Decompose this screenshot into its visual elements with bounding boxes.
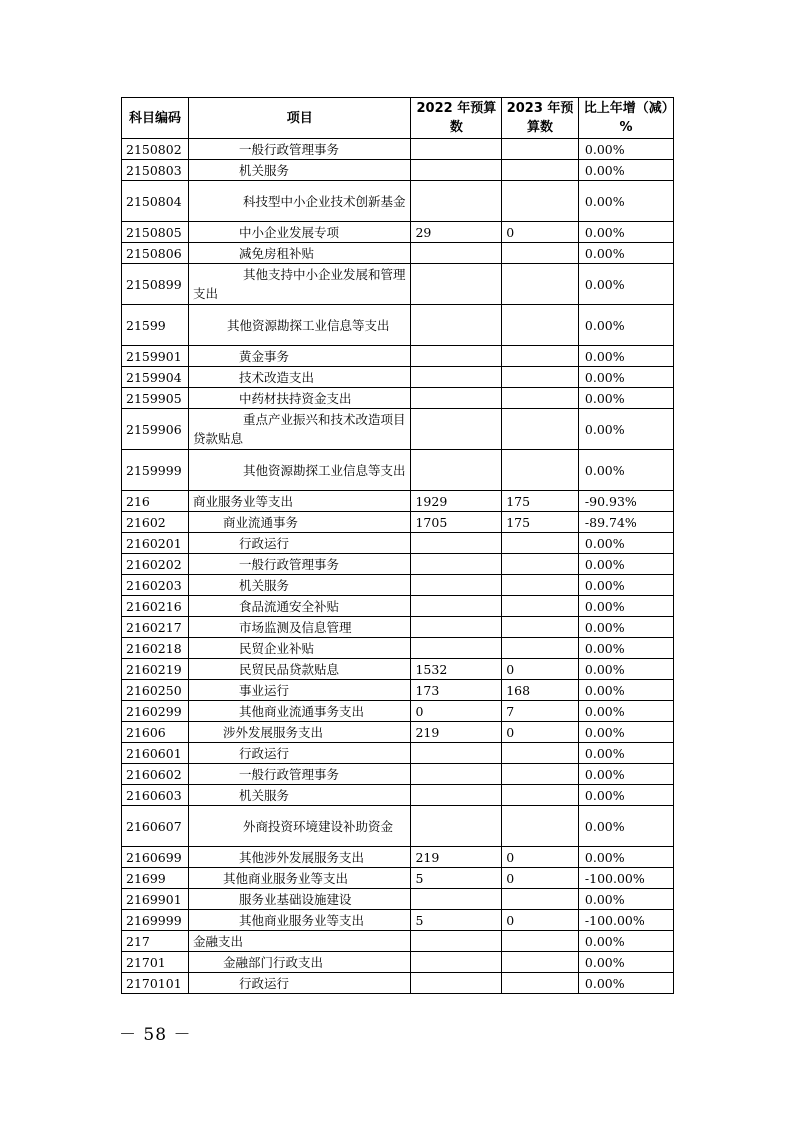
header-budget-2022: 2022 年预算数	[411, 98, 502, 139]
row-code: 2160603	[122, 785, 189, 806]
header-name: 项目	[188, 98, 411, 139]
row-budget-2022: 173	[411, 680, 502, 701]
row-change: 0.00%	[578, 367, 673, 388]
row-change: 0.00%	[578, 659, 673, 680]
table-row	[122, 868, 674, 889]
row-name: 其他涉外发展服务支出	[188, 847, 411, 868]
row-budget-2022	[411, 596, 502, 617]
row-budget-2023	[502, 139, 579, 160]
row-code: 2160299	[122, 701, 189, 722]
row-name: 行政运行	[188, 973, 411, 994]
row-change: -89.74%	[578, 512, 673, 533]
row-budget-2023	[502, 638, 579, 659]
row-name: 行政运行	[188, 533, 411, 554]
table-row	[122, 785, 674, 806]
row-name: 事业运行	[188, 680, 411, 701]
row-change: 0.00%	[578, 160, 673, 181]
row-change: 0.00%	[578, 743, 673, 764]
row-budget-2022: 5	[411, 910, 502, 931]
row-code: 2160607	[122, 806, 189, 847]
row-change: 0.00%	[578, 701, 673, 722]
row-budget-2023	[502, 764, 579, 785]
row-budget-2022: 0	[411, 701, 502, 722]
row-budget-2022	[411, 139, 502, 160]
row-code: 2169901	[122, 889, 189, 910]
table-row	[122, 931, 674, 952]
row-change: 0.00%	[578, 785, 673, 806]
row-budget-2023: 0	[502, 222, 579, 243]
row-change: 0.00%	[578, 305, 673, 346]
row-code: 2160203	[122, 575, 189, 596]
row-code: 2160216	[122, 596, 189, 617]
table-row	[122, 701, 674, 722]
row-name: 中药材扶持资金支出	[188, 388, 411, 409]
row-change: 0.00%	[578, 806, 673, 847]
row-budget-2023	[502, 388, 579, 409]
row-name: 食品流通安全补贴	[188, 596, 411, 617]
row-code: 2150806	[122, 243, 189, 264]
row-budget-2023	[502, 931, 579, 952]
table-row	[122, 806, 674, 847]
table-row	[122, 680, 674, 701]
row-budget-2023	[502, 305, 579, 346]
table-row	[122, 409, 674, 450]
row-change: 0.00%	[578, 617, 673, 638]
row-budget-2023	[502, 743, 579, 764]
row-budget-2023	[502, 160, 579, 181]
row-name: 其他商业服务业等支出	[188, 868, 411, 889]
row-budget-2022: 219	[411, 847, 502, 868]
row-code: 2150804	[122, 181, 189, 222]
row-budget-2022	[411, 575, 502, 596]
row-budget-2022: 1705	[411, 512, 502, 533]
row-code: 2160250	[122, 680, 189, 701]
row-change: 0.00%	[578, 181, 673, 222]
row-budget-2022: 5	[411, 868, 502, 889]
row-budget-2022	[411, 367, 502, 388]
row-budget-2022	[411, 533, 502, 554]
row-budget-2022	[411, 305, 502, 346]
row-budget-2023	[502, 596, 579, 617]
header-change: 比上年增（减）%	[578, 98, 673, 139]
row-name: 机关服务	[188, 160, 411, 181]
table-row	[122, 160, 674, 181]
row-change: 0.00%	[578, 847, 673, 868]
row-budget-2023: 7	[502, 701, 579, 722]
row-name: 其他商业流通事务支出	[188, 701, 411, 722]
row-name: 商业服务业等支出	[188, 491, 411, 512]
table-row	[122, 491, 674, 512]
table-row	[122, 910, 674, 931]
row-code: 2160217	[122, 617, 189, 638]
row-change: 0.00%	[578, 973, 673, 994]
row-budget-2023: 0	[502, 659, 579, 680]
row-budget-2023: 168	[502, 680, 579, 701]
table-row	[122, 346, 674, 367]
table-row	[122, 222, 674, 243]
row-budget-2023: 0	[502, 868, 579, 889]
row-budget-2022	[411, 931, 502, 952]
row-budget-2022	[411, 743, 502, 764]
row-budget-2022	[411, 952, 502, 973]
row-budget-2023	[502, 889, 579, 910]
row-budget-2023	[502, 952, 579, 973]
row-change: 0.00%	[578, 764, 673, 785]
row-name: 行政运行	[188, 743, 411, 764]
row-change: 0.00%	[578, 575, 673, 596]
row-name: 涉外发展服务支出	[188, 722, 411, 743]
row-budget-2022	[411, 764, 502, 785]
table-row	[122, 450, 674, 491]
row-name: 机关服务	[188, 785, 411, 806]
row-budget-2022	[411, 346, 502, 367]
row-code: 21606	[122, 722, 189, 743]
row-budget-2022	[411, 388, 502, 409]
row-change: 0.00%	[578, 722, 673, 743]
row-name: 一般行政管理事务	[188, 554, 411, 575]
row-budget-2023	[502, 450, 579, 491]
row-budget-2023	[502, 243, 579, 264]
row-code: 2150802	[122, 139, 189, 160]
row-code: 217	[122, 931, 189, 952]
row-budget-2022: 29	[411, 222, 502, 243]
row-budget-2022	[411, 181, 502, 222]
header-budget-2023: 2023 年预算数	[502, 98, 579, 139]
row-name: 民贸企业补贴	[188, 638, 411, 659]
table-row	[122, 533, 674, 554]
row-code: 2160219	[122, 659, 189, 680]
row-change: 0.00%	[578, 931, 673, 952]
row-code: 2160601	[122, 743, 189, 764]
row-budget-2023	[502, 264, 579, 305]
page-number: － 58 －	[119, 1025, 192, 1045]
row-change: 0.00%	[578, 409, 673, 450]
row-name: 其他商业服务业等支出	[188, 910, 411, 931]
row-code: 2150803	[122, 160, 189, 181]
row-change: -100.00%	[578, 910, 673, 931]
row-code: 2160602	[122, 764, 189, 785]
table-row	[122, 764, 674, 785]
row-budget-2022	[411, 409, 502, 450]
table-header-row	[122, 98, 674, 139]
table-row	[122, 743, 674, 764]
row-budget-2022	[411, 806, 502, 847]
row-budget-2022	[411, 785, 502, 806]
row-code: 21602	[122, 512, 189, 533]
table-row	[122, 952, 674, 973]
table-row	[122, 367, 674, 388]
table-row	[122, 659, 674, 680]
row-code: 2159999	[122, 450, 189, 491]
row-budget-2022	[411, 889, 502, 910]
table-row	[122, 575, 674, 596]
row-code: 2159906	[122, 409, 189, 450]
table-row	[122, 973, 674, 994]
row-change: -90.93%	[578, 491, 673, 512]
row-code: 2170101	[122, 973, 189, 994]
row-name: 科技型中小企业技术创新基金	[188, 181, 411, 222]
row-change: 0.00%	[578, 638, 673, 659]
row-change: 0.00%	[578, 243, 673, 264]
row-name: 中小企业发展专项	[188, 222, 411, 243]
table-row	[122, 264, 674, 305]
row-budget-2022: 1532	[411, 659, 502, 680]
table-row	[122, 638, 674, 659]
row-code: 2160201	[122, 533, 189, 554]
row-change: 0.00%	[578, 346, 673, 367]
row-change: 0.00%	[578, 222, 673, 243]
row-budget-2023	[502, 806, 579, 847]
row-change: 0.00%	[578, 952, 673, 973]
row-code: 2160218	[122, 638, 189, 659]
row-code: 2160202	[122, 554, 189, 575]
row-name: 减免房租补贴	[188, 243, 411, 264]
row-code: 2159905	[122, 388, 189, 409]
row-budget-2022	[411, 973, 502, 994]
row-budget-2023: 0	[502, 847, 579, 868]
row-change: 0.00%	[578, 450, 673, 491]
row-change: 0.00%	[578, 889, 673, 910]
row-change: 0.00%	[578, 680, 673, 701]
row-name: 市场监测及信息管理	[188, 617, 411, 638]
row-name: 服务业基础设施建设	[188, 889, 411, 910]
row-budget-2022	[411, 450, 502, 491]
row-budget-2023	[502, 181, 579, 222]
row-name: 商业流通事务	[188, 512, 411, 533]
table-row	[122, 512, 674, 533]
row-change: 0.00%	[578, 533, 673, 554]
row-budget-2022: 1929	[411, 491, 502, 512]
row-name: 一般行政管理事务	[188, 764, 411, 785]
row-name: 技术改造支出	[188, 367, 411, 388]
table-row	[122, 243, 674, 264]
row-budget-2023: 0	[502, 722, 579, 743]
row-budget-2023	[502, 346, 579, 367]
row-name: 外商投资环境建设补助资金	[188, 806, 411, 847]
table-row	[122, 847, 674, 868]
row-budget-2023	[502, 973, 579, 994]
row-budget-2023: 175	[502, 512, 579, 533]
table-row	[122, 181, 674, 222]
row-name: 其他资源勘探工业信息等支出	[188, 450, 411, 491]
row-code: 21599	[122, 305, 189, 346]
row-name: 机关服务	[188, 575, 411, 596]
row-name: 金融部门行政支出	[188, 952, 411, 973]
row-change: 0.00%	[578, 596, 673, 617]
row-change: 0.00%	[578, 554, 673, 575]
row-code: 2169999	[122, 910, 189, 931]
row-budget-2023	[502, 533, 579, 554]
row-name: 其他资源勘探工业信息等支出	[188, 305, 411, 346]
row-budget-2023	[502, 785, 579, 806]
row-budget-2023	[502, 367, 579, 388]
row-budget-2022	[411, 243, 502, 264]
row-budget-2022	[411, 160, 502, 181]
row-code: 2150805	[122, 222, 189, 243]
row-change: 0.00%	[578, 139, 673, 160]
header-code: 科目编码	[122, 98, 189, 139]
row-name: 金融支出	[188, 931, 411, 952]
row-code: 21699	[122, 868, 189, 889]
row-code: 2150899	[122, 264, 189, 305]
table-row	[122, 722, 674, 743]
row-budget-2023	[502, 617, 579, 638]
row-code: 2160699	[122, 847, 189, 868]
table-row	[122, 554, 674, 575]
table-row	[122, 596, 674, 617]
table-row	[122, 139, 674, 160]
row-budget-2022	[411, 264, 502, 305]
row-change: 0.00%	[578, 388, 673, 409]
budget-table	[121, 97, 674, 994]
row-name: 黄金事务	[188, 346, 411, 367]
row-budget-2023	[502, 409, 579, 450]
row-budget-2022: 219	[411, 722, 502, 743]
row-code: 2159901	[122, 346, 189, 367]
row-code: 21701	[122, 952, 189, 973]
row-name: 重点产业振兴和技术改造项目贷款贴息	[188, 409, 411, 450]
row-change: 0.00%	[578, 264, 673, 305]
row-budget-2023: 0	[502, 910, 579, 931]
row-name: 其他支持中小企业发展和管理支出	[188, 264, 411, 305]
row-budget-2023: 175	[502, 491, 579, 512]
row-code: 2159904	[122, 367, 189, 388]
row-budget-2022	[411, 554, 502, 575]
row-budget-2023	[502, 575, 579, 596]
row-budget-2022	[411, 638, 502, 659]
row-name: 一般行政管理事务	[188, 139, 411, 160]
row-budget-2022	[411, 617, 502, 638]
table-row	[122, 388, 674, 409]
table-row	[122, 305, 674, 346]
table-row	[122, 617, 674, 638]
row-budget-2023	[502, 554, 579, 575]
row-change: -100.00%	[578, 868, 673, 889]
row-code: 216	[122, 491, 189, 512]
table-row	[122, 889, 674, 910]
row-name: 民贸民品贷款贴息	[188, 659, 411, 680]
